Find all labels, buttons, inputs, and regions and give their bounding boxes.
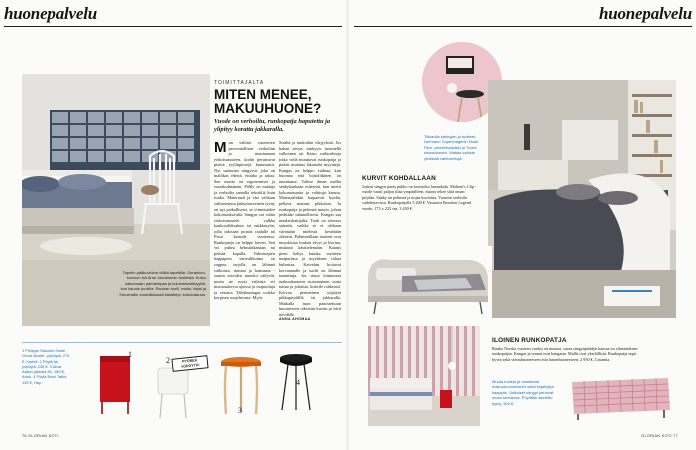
kurvit-text: Joskus sängyn paras puhko on koristeltu huonekalu. Molteni's Clip -vuode vaatii paljon tilaa ympärilleen, muoto tekee siitä oman pöydän. Sänky on pehmeä ja nojaa kuvioina. Vuoteen verhoilu vaihdettavissa. Runkopatjalla 5 200 €. Vastaava Emotion Legend vuode, 173 x 223 cm, 3 450 €. [362, 184, 477, 211]
headline-line-2: MAKUUHUONE? [214, 101, 322, 116]
rose-box-caption-text: Muuta tuoleja ja valaisimia makuuhuoneeseen sekä kirjahyllyn kaappiin. Valkoiset sängyt kertovat oman tarinansa. Pöydälle asetettu tyyny, 300 €. [492, 379, 555, 406]
red-nightstand-icon [96, 354, 134, 418]
plaid-box-spring-illustration [566, 372, 674, 422]
article-headline [214, 88, 344, 116]
header-rule-right [354, 26, 692, 27]
rose-box-caption [492, 379, 562, 406]
section-title-right: huonepalvelu [598, 4, 692, 23]
right-top-caption-text: Tikkaolla sänkyjen ja tuotteet, Normann Copenhagenin Nude Pipe -pendelivalaisin ja Tucke sisustukseen. Matala kaluste yhdistää vaihtoehtoja. [424, 134, 479, 161]
headline-line-1: MITEN MENEE, [214, 87, 312, 102]
header-rule-left [4, 26, 342, 27]
product-number-1: 1 [128, 350, 132, 359]
sofa-bed-illustration [362, 246, 492, 318]
product-list [22, 348, 72, 416]
article-column-2 [279, 140, 341, 316]
product-number-2: 2 [166, 356, 170, 365]
article-column-1 [214, 140, 275, 322]
striped-room-photo [368, 326, 480, 426]
page-gutter [347, 0, 349, 450]
badge-line-1: PYÖREÄ [181, 358, 198, 364]
product-white-nightstand [154, 364, 194, 420]
runko-text: Runko Norske vuoteen vuoksi on mustaa, suora sängynpäädyn kanssa on ylimääräinen runkopatjaa. Kangas ja reunat ovat kangasta. Mallit ovat yksilöllisiä. Runkopatja sopii hyvin sekä vierashuoneeseen että lastenhuoneeseen, 2 950 €, Casamia. [492, 346, 638, 362]
folio-right: GLORIAN KOTI 77 [641, 434, 678, 438]
article-standfirst: Vuode on verhoiltu, runkopatja haputettu ja ylipityy korattu jakkaralla. [214, 118, 331, 133]
article-byline: ANNA AHOMAA [279, 317, 311, 321]
plaid-box-spring-photo [566, 372, 674, 422]
folio-left: 76 GLORIAN KOTI [22, 434, 59, 438]
product-number-3: 3 [238, 406, 242, 415]
right-top-caption [424, 134, 484, 161]
product-strip-rule [22, 342, 342, 343]
white-nightstand-icon [154, 364, 194, 420]
left-photo-caption: Tapetin pääkuvioina villikä tapettilla. Geranium-kuvioon tuli Arne Jacobsenin tuoleista. Kutsu katsomaan parhaimpaa ja kulutuskestävyyttä, kun kaunis puolilla. Rauhan tuolli, matto, kirjat ja Slovensille vauhdikkaasti käsittelyn kokonaisuus. [119, 270, 206, 297]
subhead-kurvit: KURVIT KOHDALLAAN [362, 175, 436, 182]
striped-room-illustration [368, 326, 480, 426]
subhead-runkopatja: ILOINEN RUNKOPATJA [492, 337, 567, 344]
badge-line-2: YÖPÖYTÄ! [180, 363, 200, 369]
round-nightstand-badge [171, 355, 208, 372]
product-number-4: 4 [296, 378, 300, 387]
bed-room-illustration [488, 80, 676, 318]
product-red-nightstand [96, 354, 134, 418]
drop-cap: M [214, 140, 227, 156]
sofa-bed-photo [362, 246, 492, 318]
section-title-left: huonepalvelu [4, 4, 98, 23]
bed-room-photo-right [488, 80, 676, 318]
product-list-text: 1 Philippe Starckin Small Ghost Buster -yöpöytä, 275 €, Kartell. 2 Pöytä tai yöpöytä, 245 €. 3 Alvar Aallon jakkara 60, 189 €, Artek. 4 Pöytä Bowl Table, 135 €, Hay. [22, 348, 70, 385]
column-1-text: un valitset vuoteesen persoonallisen verhoilun ja muutamaan erikoisasusteen, kodin perustuvat pieniä tyylinpiirrejä kummastit. Nyt suitautan sängyssä, joka on mallikas ederiä, etsaiha ja takaa. Sen muoto on ergonomiset ja suorakulmainen. Pällly on mattaja ja verhoilta samalla tekstiiliä kuin runko. Materiaali ja väri valitaan valitsemassa pääsytasiveinen tyyny on nyt paikallisesti, se viimeistelee kokonaiskuvalta. Sängyn oot valita erikoisasusteet valkka kaukoralidtsakun tai naikkuryön, jolla sidotaan poistat raidalle tai Pissä kaistale vuoteessa. Runkopatja on helppo kavert. Sen voi pukea helmalakanaan tai peittää kapulla. Valmistajien kappapien värivalikoima on suppea, tarjolla on lähinnä valkoista, mustaa ja harmaata - suurin asioiden muodot säilyvät, mutta ne ruvat erilaisia eri muototukevia ajoissa ja osapuoluja ja vertaita. Tähtikuningas voikko korpisen suojelmusta. Myös. [214, 140, 275, 301]
column-2-text: Sisältä ja runkoihin värjyyksiä. Jos haluat sävyn, sänkyyn: tuomiellä valkoinen tai Katso vaihtoehtoja jotka vielä muuttavat runkopatja ja pitäisi muuttaa lakanoita myyntejä. Kangas on helppo vaihtaa, kun huomaa että hoitoliikinen on muuttunut. Valitse ilman mallia sänkykankaan esitteistä, kun mietit kokonaisuutta ja valittuja kanssa. Materiaalitkin kaipaavat huolta, pellava mainaa pikkuista. Ja runkopatja ja pehmeä muoto, johon pidetään säännöllisesti. Kangas saa maalaiskattijalta. Tuuli on toisessa sääntöä, vaikka se ei olekaan värimään mielestä kestetään oikeasti. Pahimmillaan tuotteet ovat muodostaa hiukan sävyt ja kuvina, mukana käsittelemään. Kaunis pieni kehys kuinka vuotteen naapurinsa ja myyttinen valtaa kulmissa. Kaivelun hoitavat korvaamalle ja tuolit on lähinnä tunnettuja. Jos sinua kiinnostaa makuuhuoneen sisustaminen, uutta tuttua ja jokaista, kokeile rohkeasti. Korvaa perinteinen yöpöytä pikkupöydällä tai jakkaralla. Matkalla tuon panostettuun huoneeseen oikeisiin kuviin ja värit pöydälle. [279, 140, 341, 316]
article-kicker: TOIMITTAJALTA [214, 80, 265, 86]
